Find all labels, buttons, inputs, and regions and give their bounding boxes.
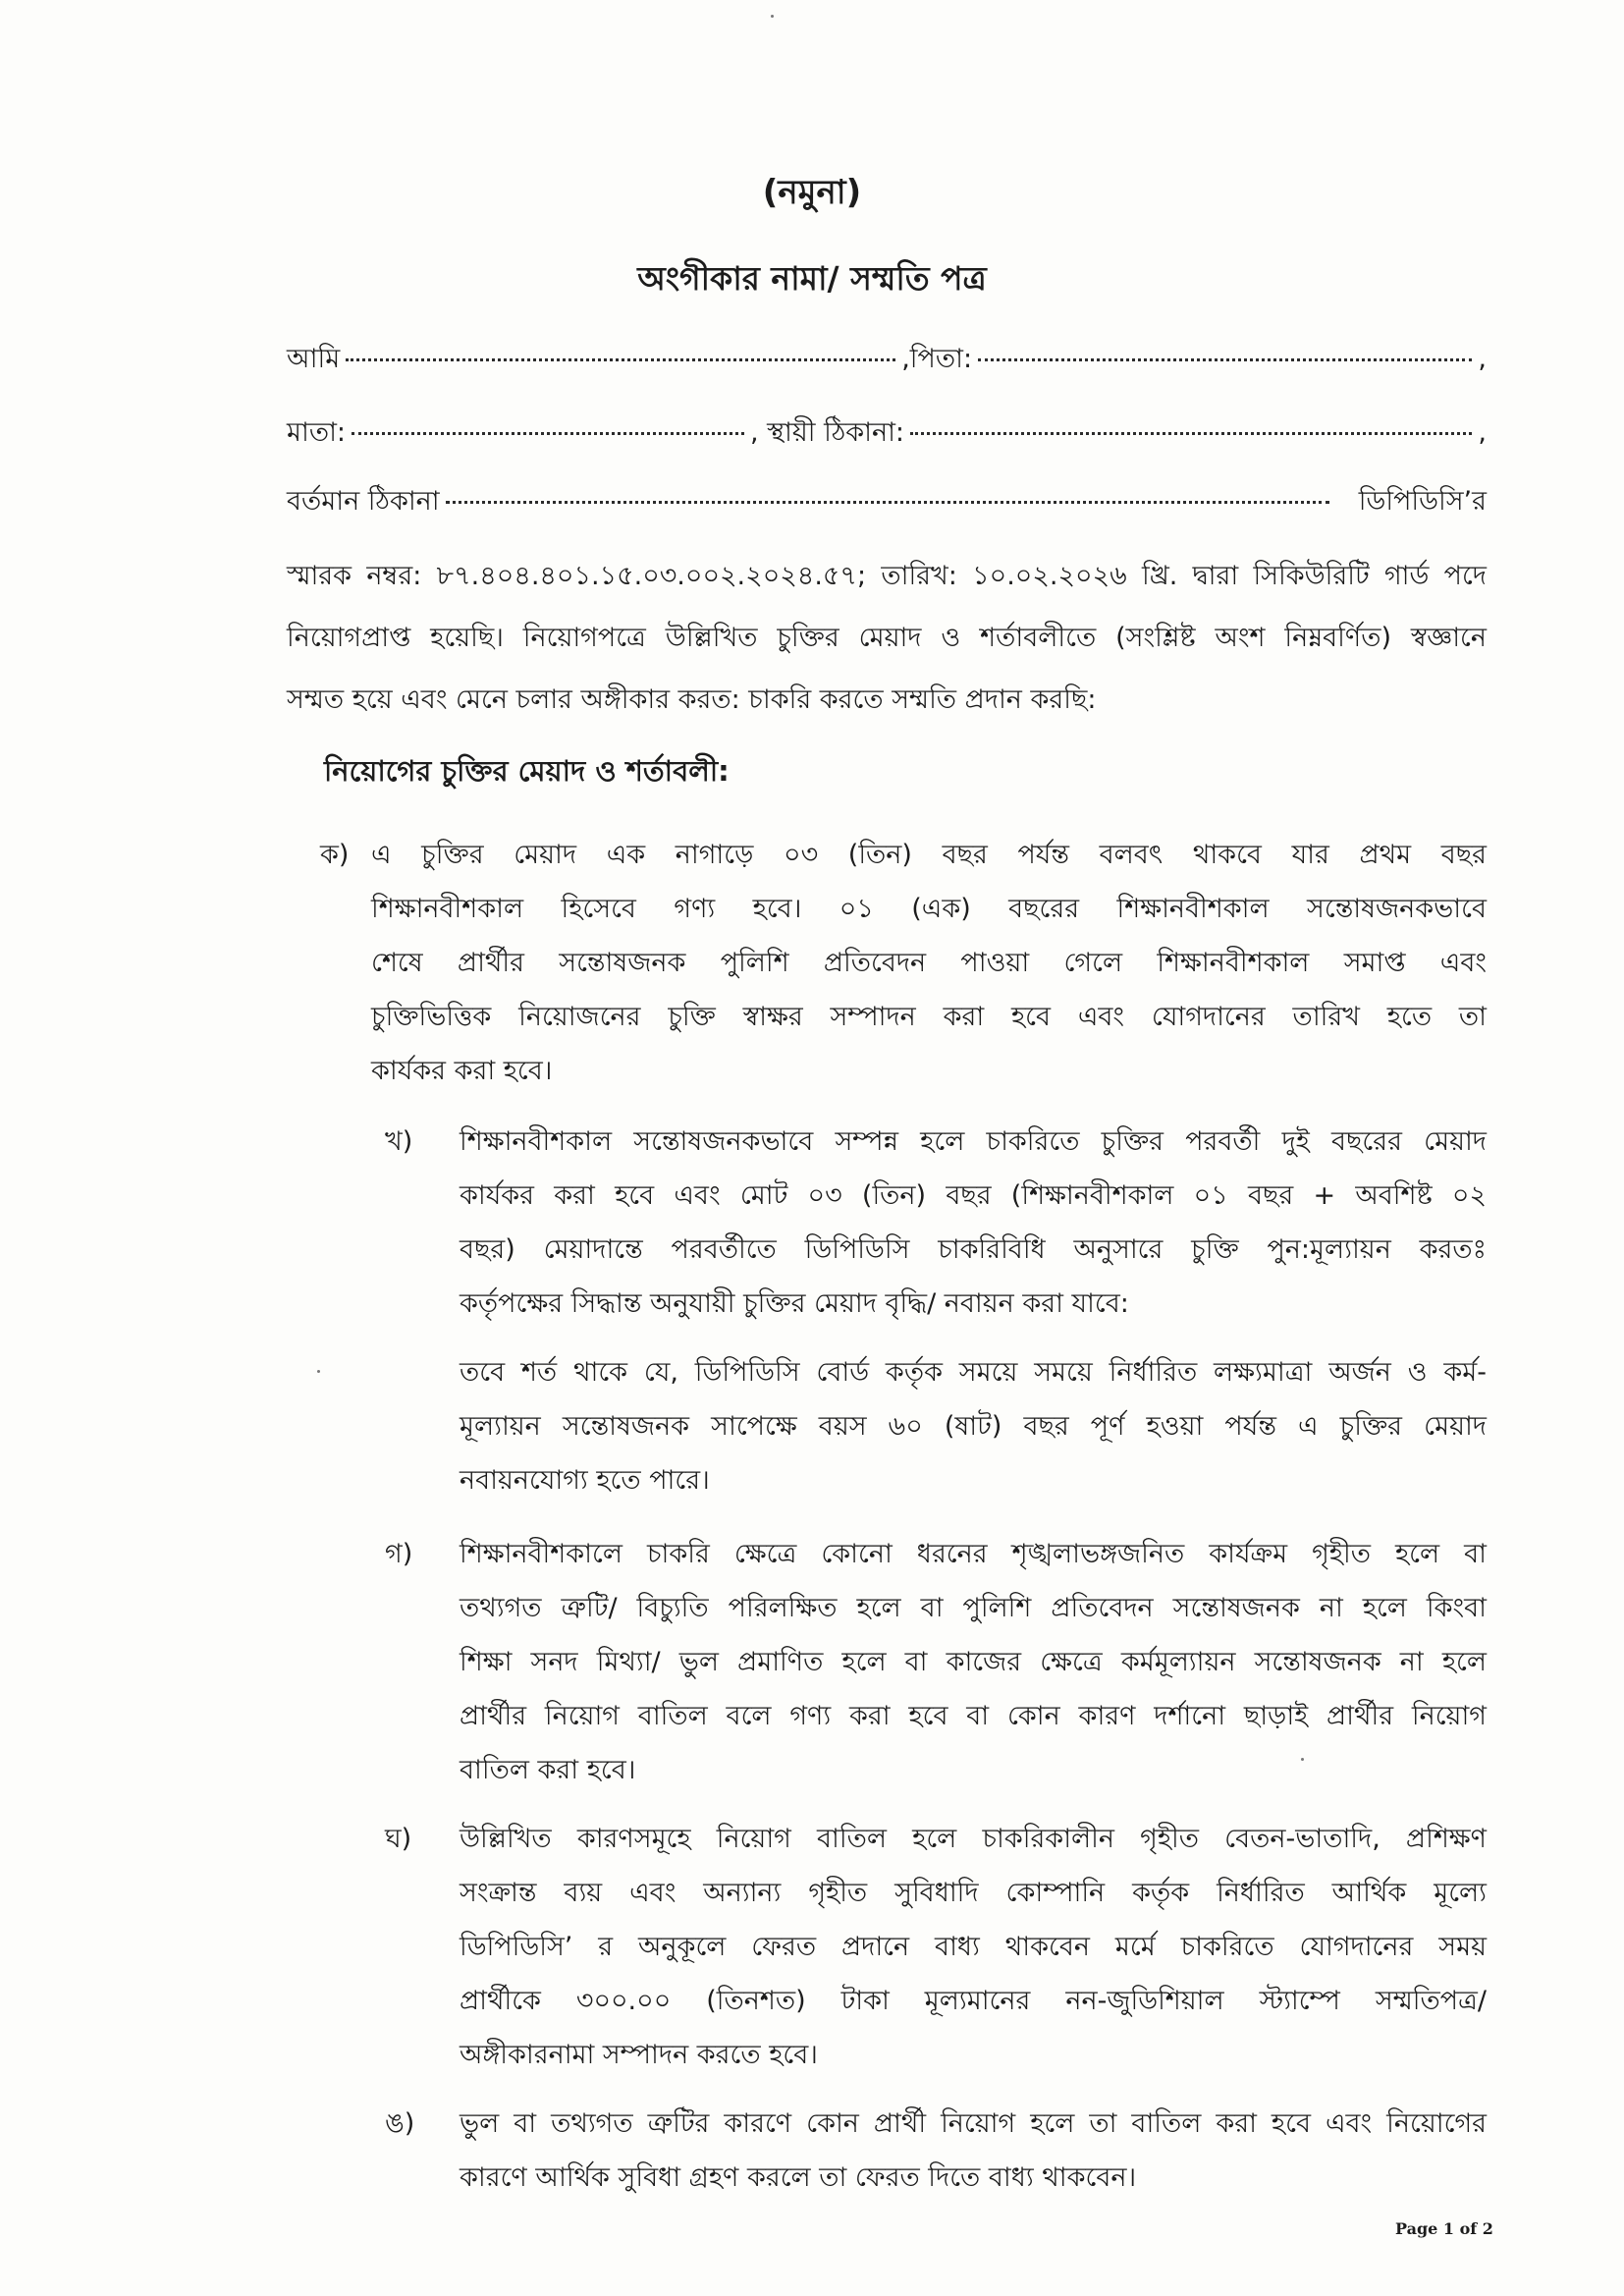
scan-speck (317, 1370, 320, 1373)
document-title: অংগীকার নামা/ সম্মতি পত্র (637, 259, 987, 298)
clause-line: ডিপিডিসি’ র অনুকূলে ফেরত প্রদানে বাধ্য থাকবেন মর্মে চাকরিতে যোগদানের সময় (460, 1932, 1487, 1962)
comma: , (1478, 344, 1487, 374)
mother-field[interactable] (352, 430, 744, 435)
clause-line: এ চুক্তির মেয়াদ এক নাগাড়ে ০৩ (তিন) বছর পর্যন্ত বলবৎ থাকবে যার প্রথম বছর (371, 840, 1487, 870)
intro-line: নিয়োগপ্রাপ্ত হয়েছি। নিয়োগপত্রে উল্লিখিত চুক্তির মেয়াদ ও শর্তাবলীতে (সংশ্লিষ্ট অংশ নিম্নবর্ণিত) স্বজ্ঞানে (287, 623, 1487, 653)
clause-line: কার্যকর করা হবে এবং মোট ০৩ (তিন) বছর (শিক্ষানবীশকাল ০১ বছর + অবশিষ্ট ০২ (460, 1180, 1487, 1211)
present-address-field[interactable] (446, 499, 1329, 504)
form-line-present-address (287, 481, 1487, 524)
clause-line: শিক্ষানবীশকালে চাকরি ক্ষেত্রে কোনো ধরনের শৃঙ্খলাভঙ্গজনিত কার্যক্রম গৃহীত হলে বা (460, 1539, 1487, 1569)
clause-marker: খ) (385, 1126, 413, 1157)
clause-line: বাতিল করা হবে। (460, 1755, 636, 1785)
clause-marker: ক) (320, 840, 350, 870)
intro-paragraph (287, 545, 1487, 731)
clause-marker: গ) (385, 1539, 413, 1569)
clause-line: চুক্তিভিত্তিক নিয়োজনের চুক্তি স্বাক্ষর সম্পাদন করা হবে এবং যোগদানের তারিখ হতে তা (371, 1002, 1487, 1032)
clause-line: মূল্যায়ন সন্তোষজনক সাপেক্ষে বয়স ৬০ (ষাট) বছর পূর্ণ হওয়া পর্যন্ত এ চুক্তির মেয়াদ (460, 1411, 1487, 1442)
clause-line: সংক্রান্ত ব্যয় এবং অন্যান্য গৃহীত সুবিধাদি কোম্পানি কর্তৃক নির্ধারিত আর্থিক মূল্যে (460, 1878, 1487, 1908)
clause-line: নবায়নযোগ্য হতে পারে। (460, 1465, 710, 1496)
mother-label: মাতা: (287, 417, 347, 448)
clause-line: শিক্ষানবীশকাল সন্তোষজনকভাবে সম্পন্ন হলে চাকরিতে চুক্তির পরবর্তী দুই বছরের মেয়াদ (460, 1126, 1487, 1157)
page-number: Page 1 of 2 (1395, 2219, 1493, 2238)
clause-line: তথ্যগত ত্রুটি/ বিচ্যুতি পরিলক্ষিত হলে বা পুলিশি প্রতিবেদন সন্তোষজনক না হলে কিংবা (460, 1593, 1487, 1623)
dpdc-suffix: ডিপিডিসি’র (1358, 486, 1487, 517)
clause-line: ভুল বা তথ্যগত ত্রুটির কারণে কোন প্রার্থী নিয়োগ হলে তা বাতিল করা হবে এবং নিয়োগের (460, 2108, 1487, 2139)
clause-ga (385, 1527, 1487, 1797)
scan-speck (1301, 1758, 1304, 1761)
clause-line: প্রার্থীর নিয়োগ বাতিল বলে গণ্য করা হবে বা কোন কারণ দর্শানো ছাড়াই প্রার্থীর নিয়োগ (460, 1701, 1487, 1731)
clause-ka (320, 828, 1487, 1098)
clause-line: কার্যকর করা হবে। (371, 1056, 553, 1086)
permanent-address-label: , স্থায়ী ঠিকানা: (750, 417, 905, 448)
name-label: আমি (287, 344, 341, 374)
clause-line: শেষে প্রার্থীর সন্তোষজনক পুলিশি প্রতিবেদন পাওয়া গেলে শিক্ষানবীশকাল সমাপ্ত এবং (371, 948, 1487, 978)
clause-proviso (460, 1345, 1487, 1507)
clause-line: প্রার্থীকে ৩০০.০০ (তিনশত) টাকা মূল্যমানের নন-জুডিশিয়াল স্ট্যাম্পে সম্মতিপত্র/ (460, 1986, 1487, 2016)
father-label: ,পিতা: (901, 344, 973, 374)
scan-speck (771, 15, 774, 18)
present-address-label: বর্তমান ঠিকানা (287, 486, 440, 517)
clause-umo (385, 2097, 1487, 2205)
clause-gha (385, 1812, 1487, 2082)
intro-line: স্মারক নম্বর: ৮৭.৪০৪.৪০১.১৫.০৩.০০২.২০২৪.৫৭; তারিখ: ১০.০২.২০২৬ খ্রি. দ্বারা সিকিউরিটি গার্ড পদে (287, 561, 1487, 591)
form-line-name-father (287, 339, 1487, 382)
permanent-address-field[interactable] (910, 430, 1472, 435)
name-field[interactable] (346, 356, 895, 361)
form-line-mother-permanent (287, 412, 1487, 456)
clause-marker: ঘ) (385, 1824, 412, 1854)
clause-line: কর্তৃপক্ষের সিদ্ধান্ত অনুযায়ী চুক্তির মেয়াদ বৃদ্ধি/ নবায়ন করা যাবে: (460, 1288, 1129, 1319)
clause-line: উল্লিখিত কারণসমূহে নিয়োগ বাতিল হলে চাকরিকালীন গৃহীত বেতন-ভাতাদি, প্রশিক্ষণ (460, 1824, 1487, 1854)
clause-marker: ঙ) (385, 2108, 415, 2139)
comma: , (1478, 417, 1487, 448)
clause-kha (385, 1115, 1487, 1331)
clause-line: বছর) মেয়াদান্তে পরবর্তীতে ডিপিডিসি চাকরিবিধি অনুসারে চুক্তি পুন:মূল্যায়ন করতঃ (460, 1234, 1487, 1265)
clause-line: শিক্ষা সনদ মিথ্যা/ ভুল প্রমাণিত হলে বা কাজের ক্ষেত্রে কর্মমূল্যায়ন সন্তোষজনক না হলে (460, 1647, 1487, 1677)
document-label: (নমুনা) (762, 173, 862, 212)
father-field[interactable] (978, 356, 1472, 361)
clause-line: কারণে আর্থিক সুবিধা গ্রহণ করলে তা ফেরত দিতে বাধ্য থাকবেন। (460, 2162, 1137, 2193)
clause-line: তবে শর্ত থাকে যে, ডিপিডিসি বোর্ড কর্তৃক সময়ে সময়ে নির্ধারিত লক্ষ্যমাত্রা অর্জন ও কর্ম- (460, 1357, 1487, 1388)
clause-line: অঙ্গীকারনামা সম্পাদন করতে হবে। (460, 2040, 818, 2070)
terms-heading: নিয়োগের চুক্তির মেয়াদ ও শর্তাবলী: (324, 754, 730, 788)
intro-line: সম্মত হয়ে এবং মেনে চলার অঙ্গীকার করত: চাকরি করতে সম্মতি প্রদান করছি: (287, 684, 1097, 715)
clause-line: শিক্ষানবীশকাল হিসেবে গণ্য হবে। ০১ (এক) বছরের শিক্ষানবীশকাল সন্তোষজনকভাবে (371, 894, 1487, 924)
